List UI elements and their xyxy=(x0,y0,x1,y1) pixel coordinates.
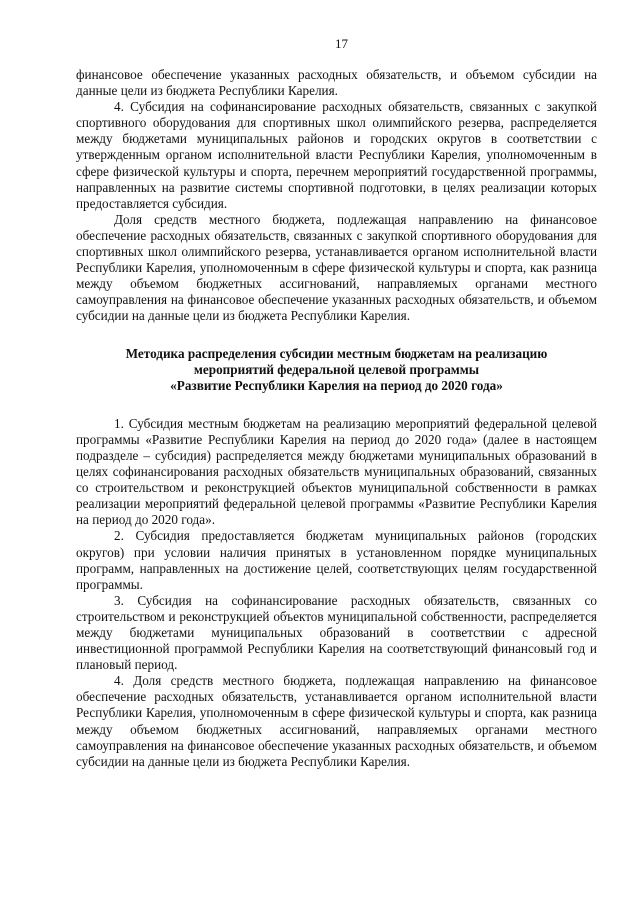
paragraph-item-3: 3. Субсидия на софинансирование расходных обязательств, связанных со строительством и реконструкцией объектов муниципальной собственности, распределяется между бюджетами муниципальных образований в соответствии с адресной инвестиционной программой Республики Карелия на соответствующий финансовый год и плановый период. xyxy=(76,592,597,673)
paragraph-item-4: 4. Доля средств местного бюджета, подлежащая направлению на финансовое обеспечение расходных обязательств, устанавливается органом исполнительной власти Республики Карелия, уполномоченным в сфере физической культуры и спорта, как разница между объемом бюджетных ассигнований, направляемых органами местного самоуправления на финансовое обеспечение указанных расходных обязательств, и объемом субсидии на данные цели из бюджета Республики Карелия. xyxy=(76,673,597,769)
section-heading-line-2: мероприятий федеральной целевой программы xyxy=(193,361,480,377)
page-number: 17 xyxy=(335,36,348,51)
paragraph-item-1: 1. Субсидия местным бюджетам на реализацию мероприятий федеральной целевой программы «Развитие Республики Карелия на период до 2020 года» (далее в настоящем подразделе – субсидия) распределяется между бюджетами муниципальных образований в целях софинансирования расходных обязательств муниципальных образований, связанных со строительством и реконструкцией объектов муниципальной собственности в рамках реализации мероприятий федеральной целевой программы «Развитие Республики Карелия на период до 2020 года». xyxy=(76,415,597,528)
section-heading-line-1: Методика распределения субсидии местным бюджетам на реализацию xyxy=(125,345,548,361)
paragraph-item-4-sport-equipment: 4. Субсидия на софинансирование расходных обязательств, связанных с закупкой спортивного оборудования для спортивных школ олимпийского резерва, распределяется между бюджетами муниципальных районов и городских округов в соответствии с утвержденным органом исполнительной власти Республики Карелия, уполномоченным в сфере физической культуры и спорта, перечнем мероприятий государственной программы, направленных на развитие системы спортивной подготовки, в целях реализации которых предоставляется субсидия. xyxy=(76,99,597,211)
section-heading xyxy=(76,346,597,394)
section-heading-line-3: «Развитие Республики Карелия на период до 2020 года» xyxy=(170,377,503,393)
paragraph-local-budget-share: Доля средств местного бюджета, подлежащая направлению на финансовое обеспечение расходных обязательств, связанных с закупкой спортивного оборудования для спортивных школ олимпийского резерва, устанавливается органом исполнительной власти Республики Карелия, уполномоченным в сфере физической культуры и спорта, как разница между объемом бюджетных ассигнований, направляемых органами местного самоуправления на финансовое обеспечение указанных расходных обязательств, и объемом субсидии на данные цели из бюджета Республики Карелия. xyxy=(76,211,597,324)
paragraph-continuation: финансовое обеспечение указанных расходных обязательств, и объемом субсидии на данные цели из бюджета Республики Карелия. xyxy=(76,67,597,99)
paragraph-item-2: 2. Субсидия предоставляется бюджетам муниципальных районов (городских округов) при условии наличия принятых в установленном порядке муниципальных программ, направленных на достижение целей, соответствующих целям государственной программы. xyxy=(76,528,597,592)
